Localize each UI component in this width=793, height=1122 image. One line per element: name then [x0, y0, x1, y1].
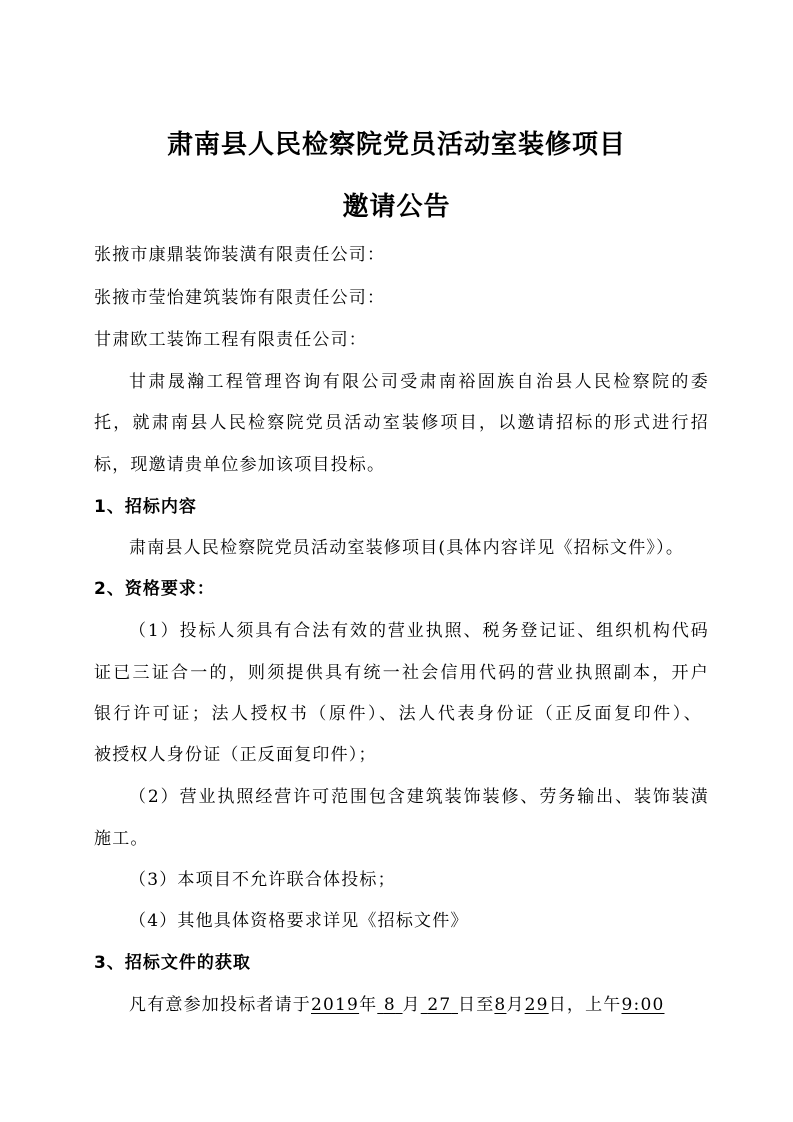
document-title: 肃南县人民检察院党员活动室装修项目 — [166, 130, 626, 160]
section-1-heading: 1、招标内容 — [94, 497, 197, 517]
intro-line-2: 托，就肃南县人民检察院党员活动室装修项目，以邀请招标的形式进行招 — [94, 413, 709, 433]
end-month-value: 8 — [494, 995, 507, 1015]
document-subtitle: 邀请公告 — [342, 192, 451, 222]
day-to-text: 日至 — [458, 995, 495, 1015]
qualification-1-line-3: 银行许可证；法人授权书（原件）、法人代表身份证（正反面复印件）、 — [94, 704, 702, 724]
section-2-heading: 2、资格要求： — [94, 579, 215, 599]
qualification-4: （4）其他具体资格要求详见《招标文件》 — [129, 911, 469, 931]
time-value: 9:00 — [621, 995, 665, 1015]
recipient-2: 张掖市莹怡建筑装饰有限责任公司： — [94, 288, 386, 308]
year-unit: 年 — [359, 995, 378, 1015]
qualification-2-line-1: （2）营业执照经营许可范围包含建筑装饰装修、劳务输出、装饰装潢 — [129, 787, 709, 807]
day-unit: 日，上午 — [548, 995, 622, 1015]
section-1-body: 肃南县人民检察院党员活动室装修项目(具体内容详见《招标文件》）。 — [129, 538, 685, 558]
intro-line-3: 标，现邀请贵单位参加该项目投标。 — [94, 455, 386, 475]
qualification-1-line-2: 证已三证合一的，则须提供具有统一社会信用代码的营业执照副本，开户 — [94, 663, 709, 683]
section-3-prefix: 凡有意参加投标者请于 — [129, 995, 311, 1015]
qualification-1-line-4: 被授权人身份证（正反面复印件）； — [94, 745, 377, 765]
section-3-body — [129, 994, 749, 1016]
month-unit: 月 — [402, 995, 421, 1015]
qualification-2-line-2: 施工。 — [94, 829, 149, 849]
month-unit-2: 月 — [506, 995, 525, 1015]
section-3-heading: 3、招标文件的获取 — [94, 953, 251, 973]
start-day-value: 27 — [427, 995, 452, 1015]
start-month-value: 8 — [383, 995, 396, 1015]
qualification-3: （3）本项目不允许联合体投标； — [129, 870, 396, 890]
year-value: 2019 — [311, 995, 360, 1015]
end-day-value: 29 — [524, 995, 549, 1015]
recipient-3: 甘肃欧工装饰工程有限责任公司： — [94, 330, 367, 350]
recipient-1: 张掖市康鼎装饰装潢有限责任公司： — [94, 245, 386, 265]
qualification-1-line-1: （1）投标人须具有合法有效的营业执照、税务登记证、组织机构代码 — [129, 621, 709, 641]
intro-line-1: 甘肃晟瀚工程管理咨询有限公司受肃南裕固族自治县人民检察院的委 — [129, 372, 709, 392]
